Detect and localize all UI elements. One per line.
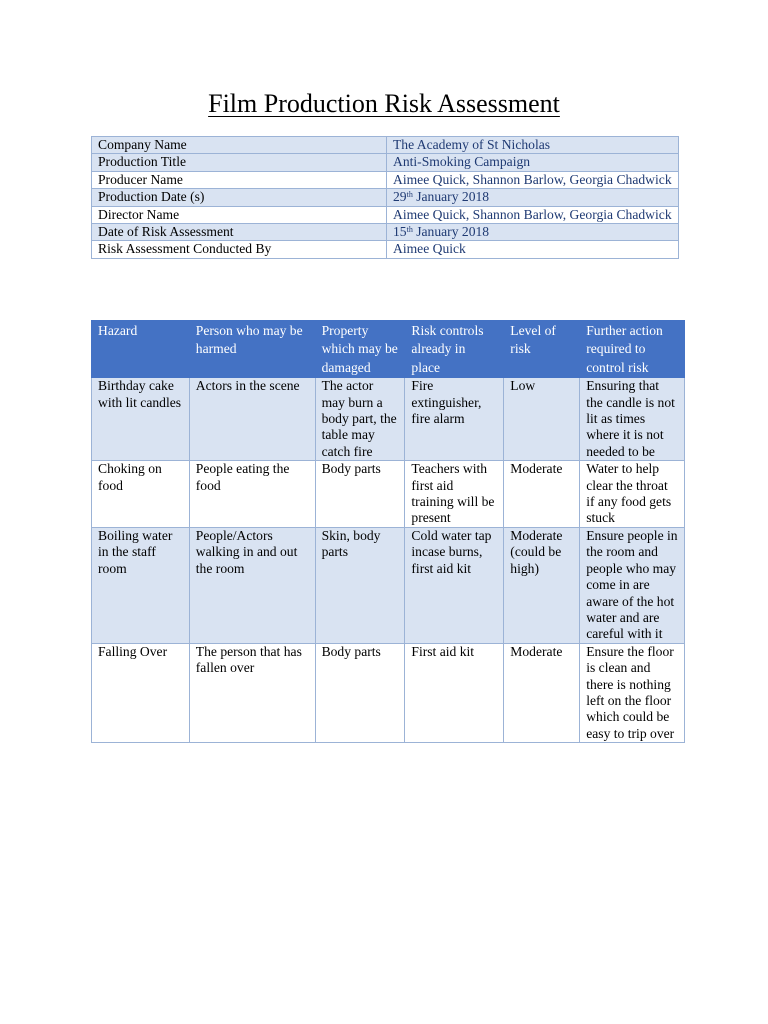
cell-risk-controls: Teachers with first aid training will be present — [405, 461, 504, 528]
cell-further-action: Water to help clear the throat if any food gets stuck — [580, 461, 685, 528]
date-suffix: th — [406, 225, 413, 235]
info-value: Anti-Smoking Campaign — [387, 154, 679, 171]
info-label: Date of Risk Assessment — [92, 224, 387, 241]
info-label: Producer Name — [92, 171, 387, 188]
cell-further-action: Ensure people in the room and people who may come in are aware of the hot water and are careful with it — [580, 527, 685, 643]
info-row-producer — [92, 171, 679, 188]
header-risk-controls: Risk controls already in place — [405, 321, 504, 378]
info-label: Director Name — [92, 206, 387, 223]
info-row-production-title — [92, 154, 679, 171]
cell-person-harmed: Actors in the scene — [189, 378, 315, 461]
date-day: 29 — [393, 189, 407, 205]
header-further-action: Further action required to control risk — [580, 321, 685, 378]
cell-hazard: Birthday cake with lit candles — [92, 378, 190, 461]
info-value: The Academy of St Nicholas — [387, 137, 679, 154]
cell-property-damaged: Body parts — [315, 643, 405, 742]
cell-level-of-risk: Moderate (could be high) — [504, 527, 580, 643]
info-value: Aimee Quick, Shannon Barlow, Georgia Chadwick — [387, 206, 679, 223]
risk-row — [92, 527, 685, 643]
info-label: Production Date (s) — [92, 189, 387, 206]
cell-level-of-risk: Moderate — [504, 461, 580, 528]
document-title: Film Production Risk Assessment — [208, 89, 560, 118]
header-hazard: Hazard — [92, 321, 190, 378]
date-rest: January 2018 — [412, 189, 490, 205]
info-row-production-date — [92, 189, 679, 206]
cell-hazard: Boiling water in the staff room — [92, 527, 190, 643]
info-value — [387, 224, 679, 241]
cell-property-damaged: The actor may burn a body part, the table may catch fire — [315, 378, 405, 461]
cell-risk-controls: Cold water tap incase burns, first aid kit — [405, 527, 504, 643]
cell-further-action: Ensure the floor is clean and there is nothing left on the floor which could be easy to trip over — [580, 643, 685, 742]
cell-further-action: Ensuring that the candle is not lit as times where it is not needed to be — [580, 378, 685, 461]
cell-level-of-risk: Low — [504, 378, 580, 461]
cell-property-damaged: Body parts — [315, 461, 405, 528]
risk-assessment-table — [91, 320, 685, 743]
info-label: Company Name — [92, 137, 387, 154]
cell-person-harmed: People/Actors walking in and out the room — [189, 527, 315, 643]
header-level-of-risk: Level of risk — [504, 321, 580, 378]
date-day: 15 — [393, 224, 407, 240]
info-row-conducted-by — [92, 241, 679, 258]
risk-header-row — [92, 321, 685, 378]
info-value: Aimee Quick — [387, 241, 679, 258]
date-rest: January 2018 — [412, 224, 490, 240]
date-suffix: th — [406, 190, 413, 200]
cell-hazard: Choking on food — [92, 461, 190, 528]
risk-row — [92, 378, 685, 461]
risk-row — [92, 461, 685, 528]
cell-risk-controls: First aid kit — [405, 643, 504, 742]
header-person-harmed: Person who may be harmed — [189, 321, 315, 378]
info-row-director — [92, 206, 679, 223]
cell-hazard: Falling Over — [92, 643, 190, 742]
cell-person-harmed: People eating the food — [189, 461, 315, 528]
cell-level-of-risk: Moderate — [504, 643, 580, 742]
risk-row — [92, 643, 685, 742]
info-label: Production Title — [92, 154, 387, 171]
cell-risk-controls: Fire extinguisher, fire alarm — [405, 378, 504, 461]
info-row-assessment-date — [92, 224, 679, 241]
info-row-company — [92, 137, 679, 154]
cell-person-harmed: The person that has fallen over — [189, 643, 315, 742]
info-value — [387, 189, 679, 206]
info-value: Aimee Quick, Shannon Barlow, Georgia Chadwick — [387, 171, 679, 188]
info-label: Risk Assessment Conducted By — [92, 241, 387, 258]
header-property-damaged: Property which may be damaged — [315, 321, 405, 378]
cell-property-damaged: Skin, body parts — [315, 527, 405, 643]
production-info-table — [91, 136, 679, 259]
